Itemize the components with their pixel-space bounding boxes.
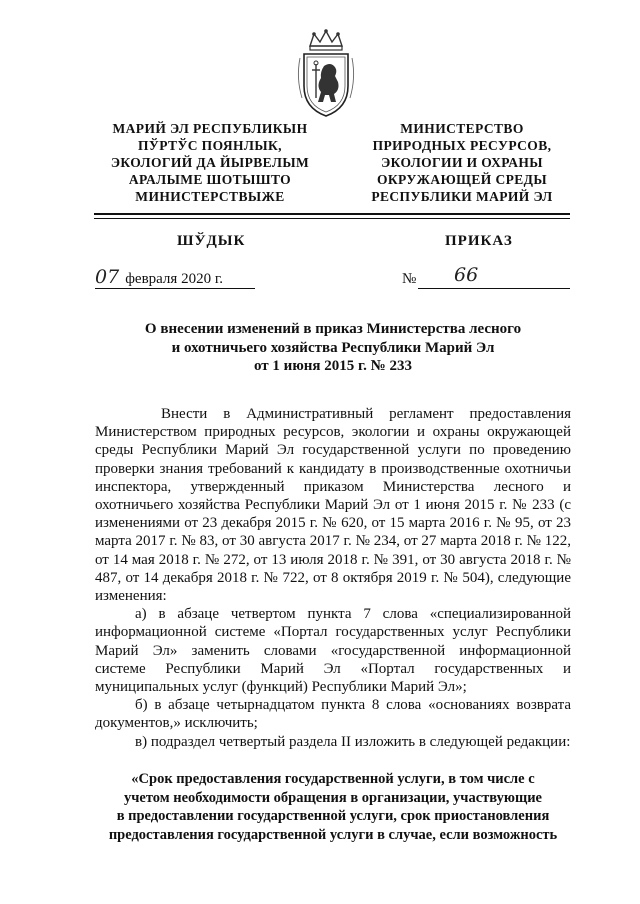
- quoted-section-heading: [95, 770, 571, 844]
- date-field: [95, 266, 255, 289]
- coat-of-arms-emblem-icon: [294, 28, 358, 120]
- header-right-line: РЕСПУБЛИКИ МАРИЙ ЭЛ: [371, 189, 553, 204]
- quote-line: в предоставлении государственной услуги, срок приостановления: [116, 808, 550, 824]
- body-item-c: в) подраздел четвертый раздела II изложить в следующей редакции:: [135, 733, 571, 750]
- header-left-line: АРАЛЫМЕ ШОТЫШТО: [128, 172, 292, 187]
- doc-type-mari: ШЎДЫК: [177, 233, 246, 249]
- header-divider-thick: [94, 213, 570, 215]
- body-intro-paragraph: Внести в Административный регламент предоставления Министерством природных ресурсов, экологии и охраны окружающей среды Республики Марий Эл государственной услуги по проведению проверки знания требований к кандидату в производственные охотничьи инспектора, утвержденный приказом Министерства лесного и охотничьего хозяйства Республики Марий Эл от 1 июня 2015 г. № 233 (с изменениями от 23 декабря 2015 г. № 620, от 15 марта 2016 г. № 95, от 23 марта 2017 г. № 83, от 30 августа 2017 г. № 234, от 27 марта 2018 г. № 122, от 14 мая 2018 г. № 272, от 13 июля 2018 г. № 391, от 30 августа 2018 г. № 487, от 14 декабря 2018 г. № 722, от 8 октября 2019 г. № 504), следующие изменения:: [95, 406, 571, 605]
- document-title: [95, 320, 571, 376]
- body-item-b: б) в абзаце четырнадцатом пункта 8 слова «основаниях возврата документов,» исключить;: [95, 697, 571, 732]
- header-right-line: МИНИСТЕРСТВО: [400, 121, 524, 136]
- header-right-line: ЭКОЛОГИИ И ОХРАНЫ: [381, 155, 543, 170]
- header-left-line: ЭКОЛОГИЙ ДА ЙЫРВЕЛЫМ: [110, 155, 310, 170]
- title-line: от 1 июня 2015 г. № 233: [254, 358, 412, 374]
- header-left-line: МИНИСТЕРСТВЫЖЕ: [135, 189, 285, 204]
- header-divider-thin: [94, 218, 570, 219]
- quote-line: «Срок предоставления государственной услуги, в том числе с: [131, 771, 535, 787]
- document-body: [95, 405, 571, 751]
- number-field: [418, 266, 570, 289]
- doc-type-russian: ПРИКАЗ: [445, 233, 513, 249]
- title-line: О внесении изменений в приказ Министерства лесного: [144, 321, 522, 337]
- body-item-a: а) в абзаце четвертом пункта 7 слова «специализированной информационной системе «Портал государственных услуг Республики Марий Эл» заменить словами «государственной информационной системе Республики Марий Эл «Портал государственных и муниципальных услуг (функций) Республики Марий Эл»;: [95, 606, 571, 696]
- header-right-line: ПРИРОДНЫХ РЕСУРСОВ,: [372, 138, 552, 153]
- date-month-year: февраля 2020 г.: [125, 271, 224, 287]
- header-right-line: ОКРУЖАЮЩЕЙ СРЕДЫ: [376, 172, 548, 187]
- title-line: и охотничьего хозяйства Республики Марий Эл: [171, 339, 495, 356]
- quote-line: предоставления государственной услуги в случае, если возможность: [108, 826, 558, 843]
- header-left-line: МАРИЙ ЭЛ РЕСПУБЛИКЫН: [112, 121, 308, 136]
- number-label: №: [402, 271, 417, 287]
- header-left-block: [95, 120, 325, 205]
- header-left-line: ПЎРТЎС ПОЯНЛЫК,: [138, 138, 282, 153]
- quote-line: учетом необходимости обращения в организации, участвующие: [123, 789, 542, 806]
- number-handwritten: 66: [454, 264, 479, 286]
- date-day-handwritten: 07: [95, 266, 120, 288]
- header-right-block: [347, 120, 577, 205]
